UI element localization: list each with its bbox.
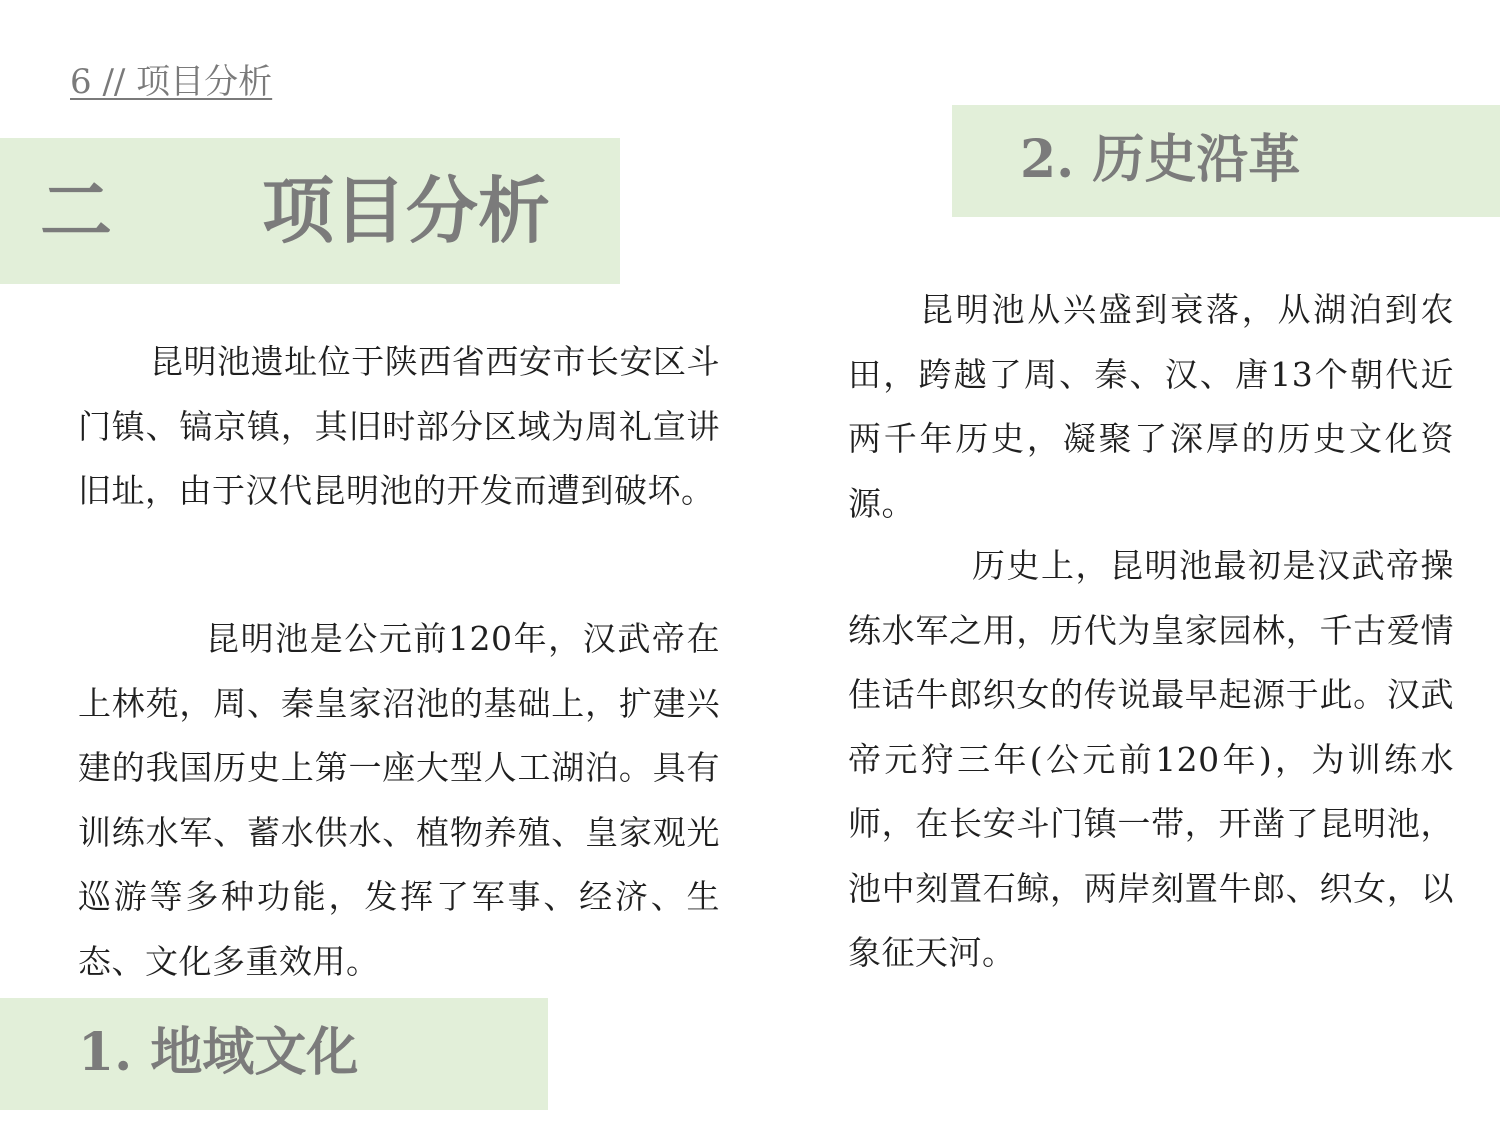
chapter-title: 项目分析 bbox=[262, 168, 551, 253]
chapter-number: 二 bbox=[40, 168, 113, 253]
page-header-reference: 6 // 项目分析 bbox=[70, 62, 273, 102]
paragraph-history-detail: 历史上，昆明池最初是汉武帝操练水军之用，历代为皇家园林，千古爱情佳话牛郎织女的传说最早起源于此。汉武帝元狩三年(公元前120年)，为训练水师，在长安斗门镇一带，开凿了昆明池，池中刻置石鲸，两岸刻置牛郎、织女，以象征天河。 bbox=[848, 546, 1454, 972]
section-heading-band-history bbox=[952, 105, 1500, 217]
paragraph-origin: 昆明池是公元前120年，汉武帝在上林苑，周、秦皇家沼池的基础上，扩建兴建的我国历史上第一座大型人工湖泊。具有训练水军、蓄水供水、植物养殖、皇家观光巡游等多种功能，发挥了军事、经济、生态、文化多重效用。 bbox=[78, 619, 720, 981]
section-title-history: 2. 历史沿革 bbox=[1020, 129, 1301, 190]
section-heading-band-geo bbox=[0, 998, 548, 1110]
paragraph-history-overview: 昆明池从兴盛到衰落，从湖泊到农田，跨越了周、秦、汉、唐13个朝代近两千年历史，凝聚了深厚的历史文化资源。 bbox=[848, 290, 1454, 523]
section-title-geo-culture: 1. 地域文化 bbox=[78, 1022, 359, 1083]
paragraph-location: 昆明池遗址位于陕西省西安市长安区斗门镇、镐京镇，其旧时部分区域为周礼宣讲旧址，由于汉代昆明池的开发而遭到破坏。 bbox=[78, 342, 720, 510]
chapter-heading-band bbox=[0, 138, 620, 284]
